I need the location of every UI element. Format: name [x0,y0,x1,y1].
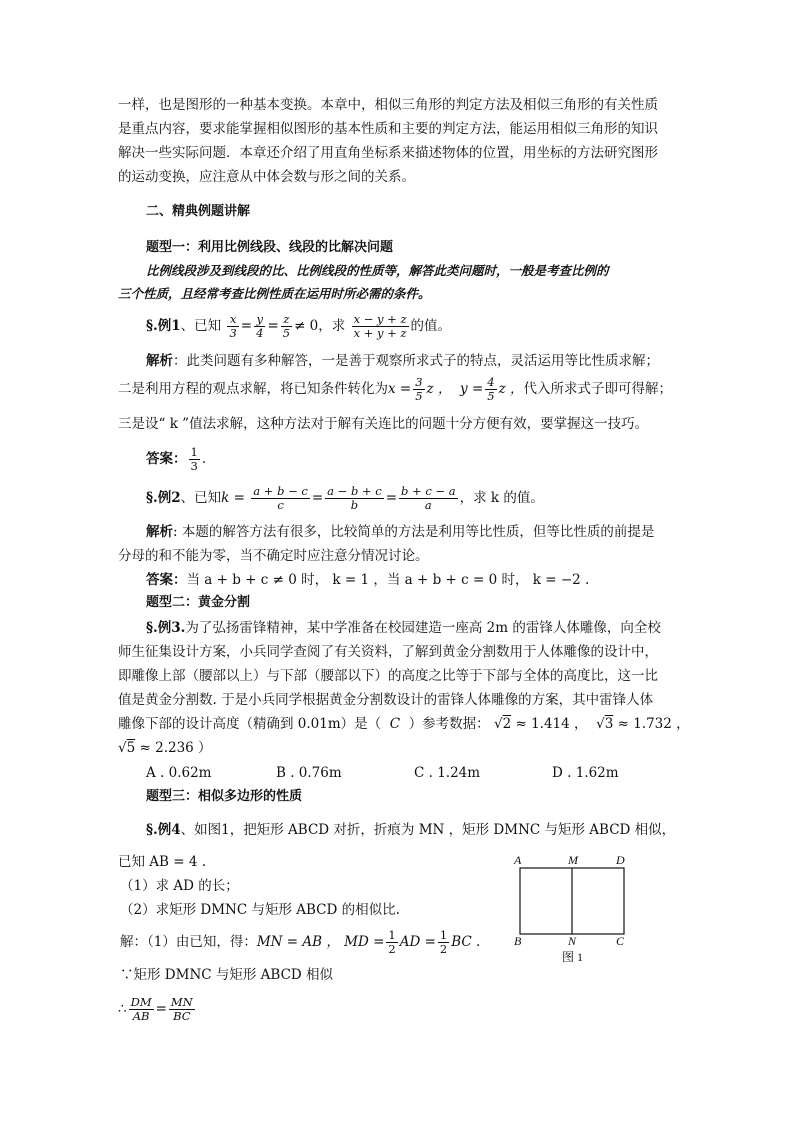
type1-desc-1: 比例线段涉及到线段的比、比例线段的性质等，解答此类问题时，一般是考查比例的 [146,263,609,278]
example-3-line-2: 师生征集设计方案，小兵同学查阅了有关资料，了解到黄金分割数用于人体雕像的设计中， [118,644,658,660]
example-3-option-c: C . 1.24m [414,765,481,781]
example-2-solution-1: 解析: 本题的解答方法有很多，比较简单的方法是利用等比性质，但等比性质的前提是 [146,524,655,540]
example-3-line-3: 即雕像上部（腰部以上）与下部（腰部以下）的高度之比等于下部与全体的高度比，这一比 [118,668,658,684]
example-3-line-5: 雕像下部的设计高度（精确到 0.01m）是（ C ）参考数据： √2 ≈ 1.414 ， √3 ≈ 1.732 ， [118,716,690,732]
example-1-question: §.例1、已知 $\frac{x}{3}$ = $\frac{y}{4}$ = $\frac{z}{5}$ ≠ 0，求 $\frac{x - y + z}{x + y + z}$ 的值。 [146,312,452,340]
example-4-question-1: （1）求 AD 的长； [120,878,239,894]
figure-caption: 图 1 [562,950,584,964]
type2-title: 题型二：黄金分割 [146,595,251,610]
vertex-b-label: B [514,934,522,948]
vertex-a-label: A [514,853,522,867]
example-label: §.例 [146,490,172,506]
type1-title: 题型一：利用比例线段、线段的比解决问题 [146,240,394,255]
example-4-line-1: §.例4、如图1，把矩形 ABCD 对折，折痕为 MN ，矩形 DMNC 与矩形 ABCD 相似， [146,822,676,838]
example-2-solution-2: 分母的和不能为零，当不确定时应注意分情况讨论。 [118,548,429,564]
example-3-option-a: A . 0.62m [146,765,212,781]
intro-line-3: 解决一些实际问题．本章还介绍了用直角坐标系来描述物体的位置，用坐标的方法研究图形 [118,145,658,161]
answer-choice: C [389,716,401,732]
example-label: §.例 [146,822,172,838]
example-3-line-6: √5 ≈ 2.236 ） [118,740,212,756]
example-4-solution-2: ∵矩形 DMNC 与矩形 ABCD 相似 [120,967,334,983]
example-4-solution-3: ∴ $\frac{DM}{AB}$ = $\frac{MN}{BC}$ [118,995,193,1023]
fraction: $\frac{z}{5}$ [282,312,291,340]
section-title: 二、精典例题讲解 [146,204,251,219]
intro-line-2: 是重点内容，要求能掌握相似图形的基本性质和主要的判定方法，能运用相似三角形的知识 [118,121,658,137]
example-3-line-1: §.例3.为了弘扬雷锋精神，某中学准备在校园建造一座高 2m 的雷锋人体雕像，向全校 [146,620,661,636]
example-2-answer: 答案：当 a + b + c ≠ 0 时， k = 1 ，当 a + b + c = 0 时， k = −2 . [146,572,590,588]
intro-line-4: 的运动变换，应注意从中体会数与形之间的关系。 [118,169,415,185]
example-3-line-4: 值是黄金分割数. 于是小兵同学根据黄金分割数设计的雷锋人体雕像的方案，其中雷锋人体 [118,692,654,708]
example-1-solution-3: 三是设“ k ”值法求解，这种方法对于解有关连比的问题十分方便有效，要掌握这一技巧。 [118,416,649,432]
intro-line-1: 一样，也是图形的一种基本变换。本章中，相似三角形的判定方法及相似三角形的有关性质 [118,97,658,113]
example-label: §.例 [146,620,172,636]
example-4-line-2: 已知 AB = 4 . [118,854,207,870]
fraction: $\frac{x - y + z}{x + y + z}$ [353,312,407,340]
vertex-n-label: N [568,934,577,948]
example-1-answer: 答案： $\frac{1}{3}$ . [146,445,207,473]
example-1-solution-1: 解析：此类问题有多种解答，一是善于观察所求式子的特点，灵活运用等比性质求解； [146,353,659,369]
type1-desc-2: 三个性质，且经常考查比例性质在运用时所必需的条件。 [118,286,431,301]
example-4-solution-1: 解：（1）由已知，得：MN = AB ， MD = $\frac{1}{2}$ AD = $\frac{1}{2}$ BC . [120,928,481,956]
vertex-d-label: D [616,853,625,867]
fraction: $\frac{y}{4}$ [256,312,264,340]
example-label: §.例 [146,318,172,334]
type3-title: 题型三：相似多边形的性质 [146,789,303,804]
fraction: $\frac{x}{3}$ [229,312,237,340]
example-1-solution-2: 二是利用方程的观点求解，将已知条件转化为x = $\frac{3}{5}$ z ， y = $\frac{4}{5}$ z ，代入所求式子即可得解； [118,375,673,403]
vertex-c-label: C [616,934,625,948]
example-2-question: §.例2、已知k = $\frac{a + b - c}{c}$ = $\frac{a - b + c}{b}$ = $\frac{b + c - a}{a}$ ，求 k 的值。 [146,484,544,512]
vertex-m-label: M [568,853,578,867]
example-4-question-2: （2）求矩形 DMNC 与矩形 ABCD 的相似比. [120,902,400,918]
example-3-option-b: B . 0.76m [276,765,342,781]
example-3-option-d: D . 1.62m [552,765,619,781]
